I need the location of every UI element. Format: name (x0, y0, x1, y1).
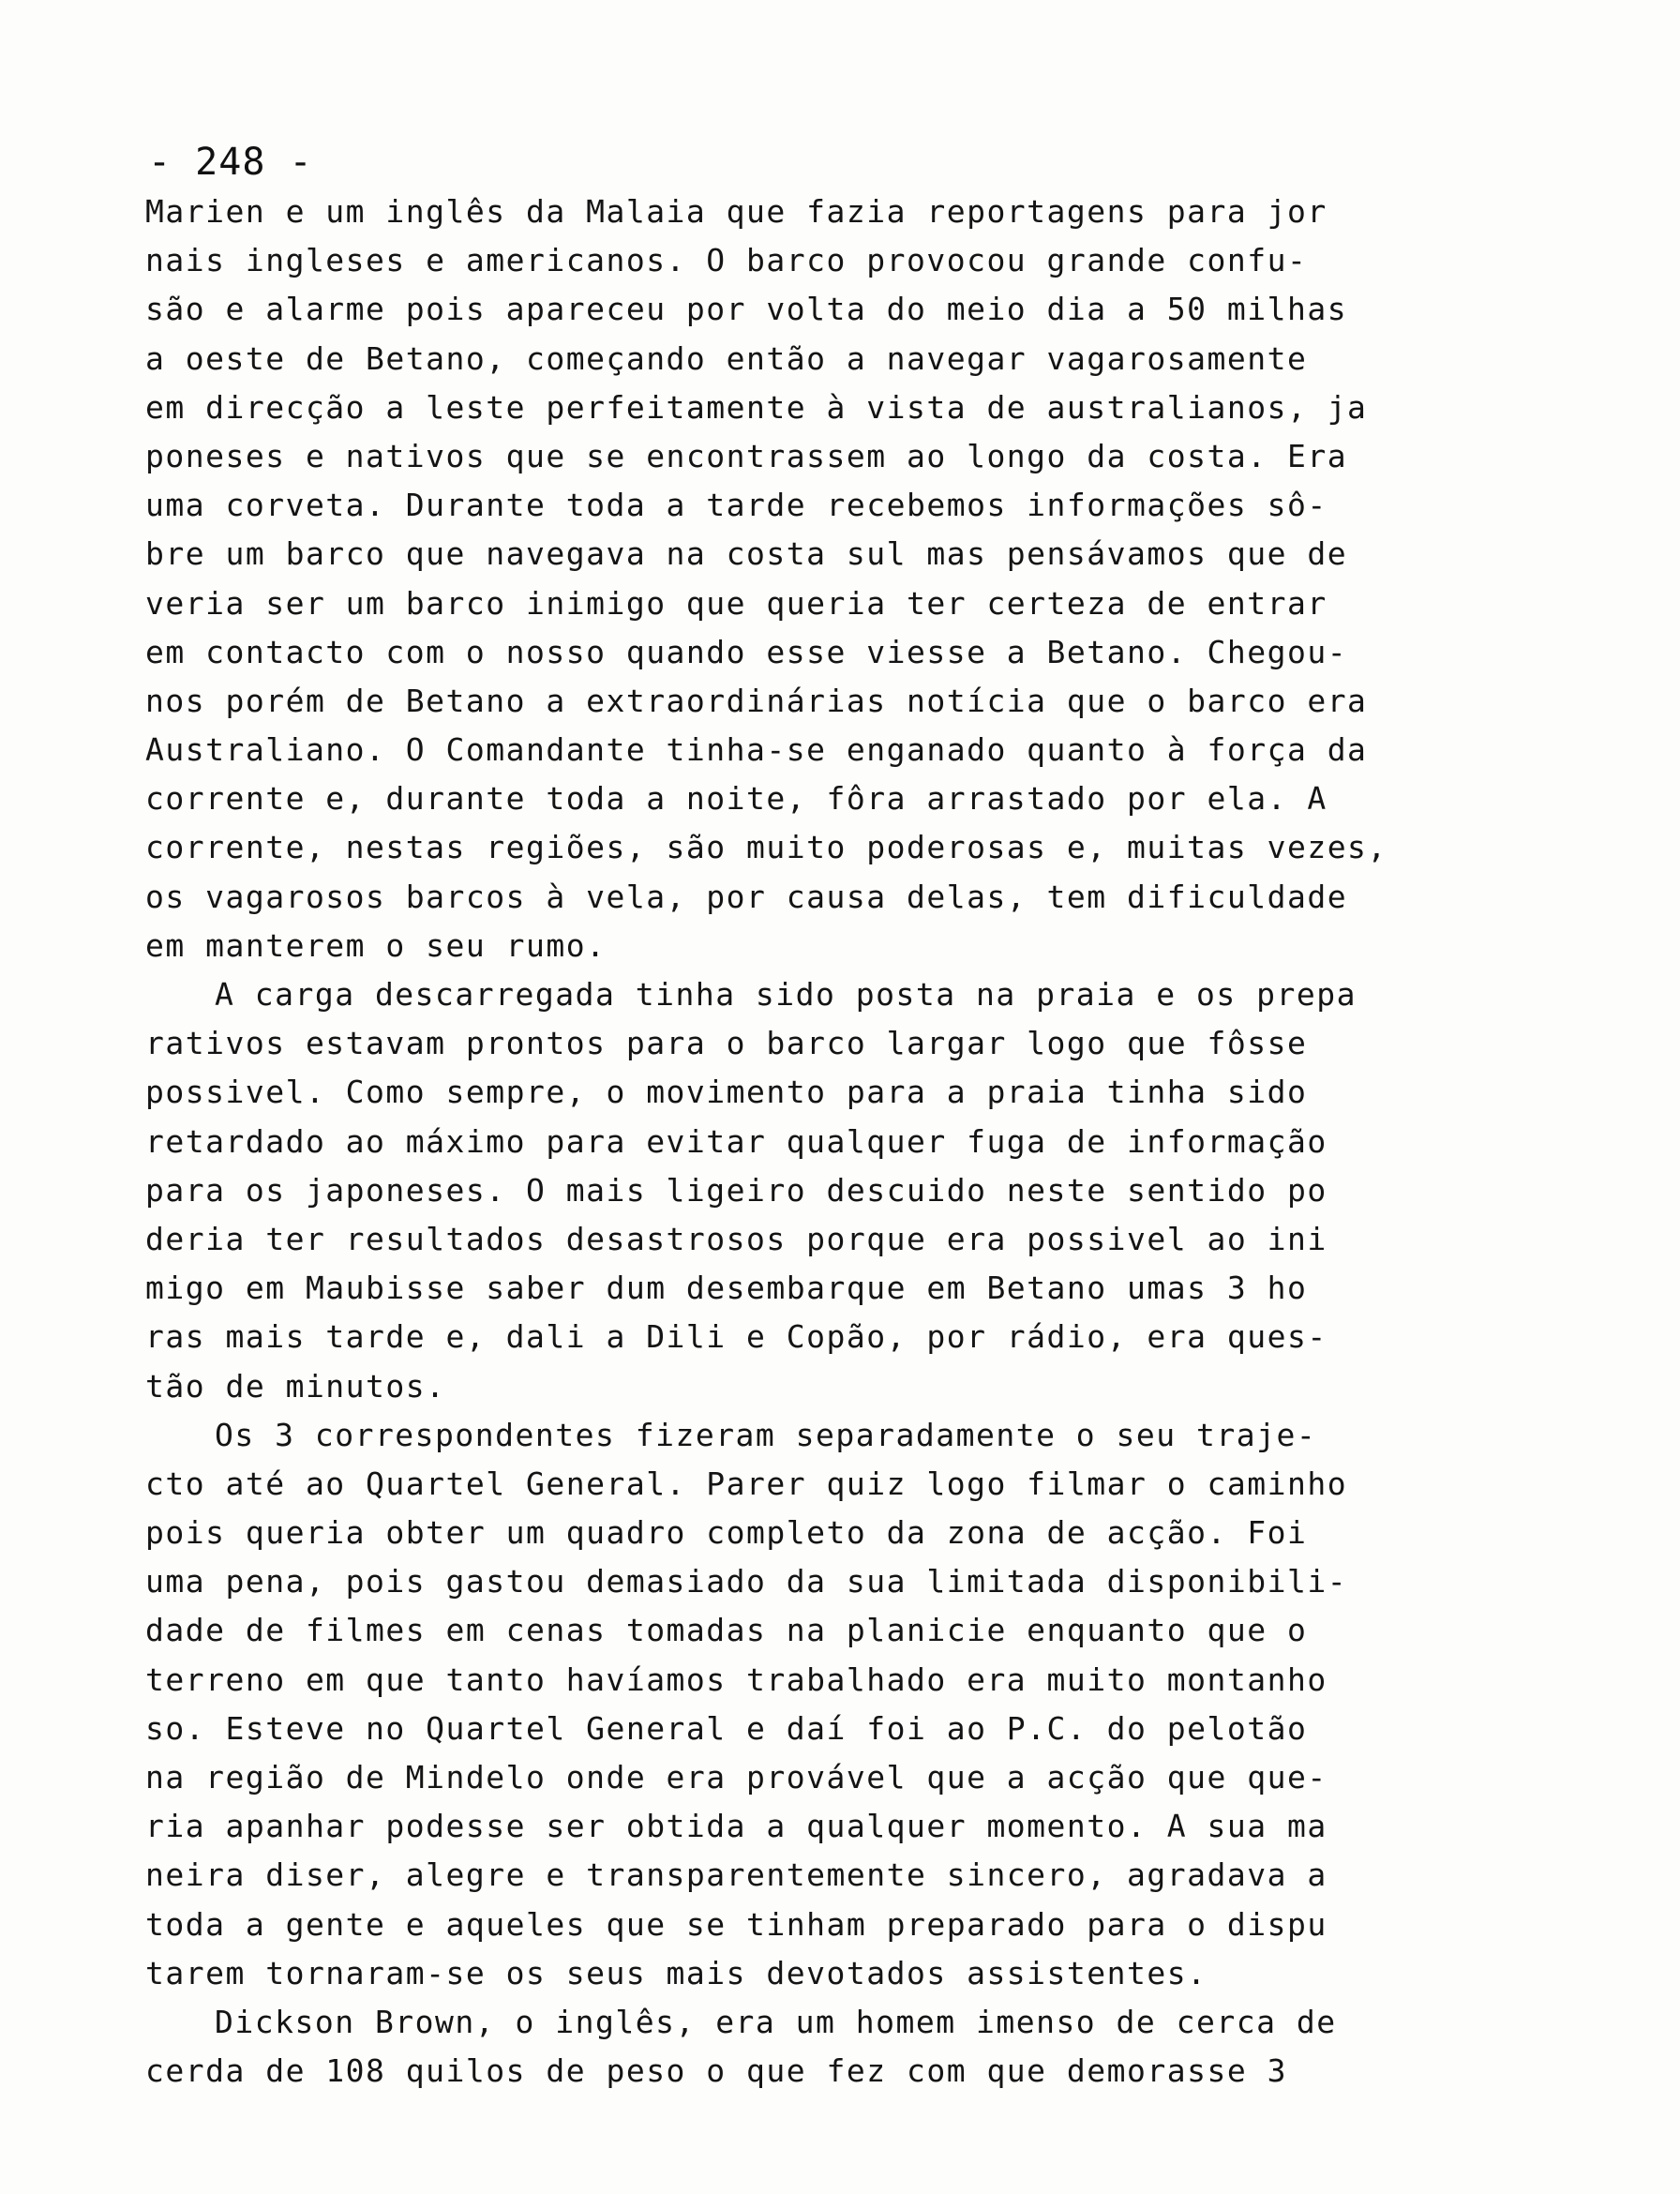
text-line: poneses e nativos que se encontrassem ao longo da costa. Era (145, 437, 1348, 474)
text-line: para os japoneses. O mais ligeiro descuido neste sentido po (145, 1171, 1328, 1209)
text-line: so. Esteve no Quartel General e daí foi ao P.C. do pelotão (145, 1709, 1308, 1747)
paragraph-first-line: Dickson Brown, o inglês, era um homem imenso de cerca de (215, 2003, 1337, 2040)
text-line: terreno em que tanto havíamos trabalhado era muito montanho (145, 1661, 1328, 1698)
text-line: veria ser um barco inimigo que queria ter certeza de entrar (145, 584, 1328, 622)
text-line: pois queria obter um quadro completo da zona de acção. Foi (145, 1514, 1308, 1552)
text-line: corrente e, durante toda a noite, fôra arrastado por ela. A (145, 780, 1328, 818)
text-line: bre um barco que navegava na costa sul mas pensávamos que de (145, 535, 1348, 573)
text-line: uma corveta. Durante toda a tarde recebemos informações sô- (145, 487, 1328, 524)
text-line: possivel. Como sempre, o movimento para a praia tinha sido (145, 1074, 1308, 1111)
paragraph-first-line: Os 3 correspondentes fizeram separadamente o seu traje- (215, 1416, 1317, 1453)
text-line: são e alarme pois apareceu por volta do meio dia a 50 milhas (145, 291, 1348, 328)
text-line: cto até ao Quartel General. Parer quiz logo filmar o caminho (145, 1465, 1348, 1502)
text-line: na região de Mindelo onde era provável que a acção que que- (145, 1759, 1328, 1796)
text-line: corrente, nestas regiões, são muito poderosas e, muitas vezes, (145, 829, 1388, 866)
text-line: deria ter resultados desastrosos porque era possivel ao ini (145, 1220, 1328, 1257)
text-line: retardado ao máximo para evitar qualquer fuga de informação (145, 1122, 1328, 1160)
paragraph-first-line: A carga descarregada tinha sido posta na praia e os prepa (215, 976, 1357, 1013)
text-line: uma pena, pois gastou demasiado da sua limitada disponibili- (145, 1563, 1348, 1600)
text-line: toda a gente e aqueles que se tinham preparado para o dispu (145, 1905, 1328, 1943)
text-line: rativos estavam prontos para o barco largar logo que fôsse (145, 1025, 1308, 1062)
text-line: Australiano. O Comandante tinha-se enganado quanto à força da (145, 731, 1368, 769)
text-line: em manterem o seu rumo. (145, 926, 607, 964)
text-line: Marien e um inglês da Malaia que fazia reportagens para jor (145, 193, 1328, 230)
text-line: a oeste de Betano, começando então a navegar vagarosamente (145, 339, 1308, 377)
text-line: os vagarosos barcos à vela, por causa delas, tem dificuldade (145, 878, 1348, 915)
text-line: ria apanhar podesse ser obtida a qualquer momento. A sua ma (145, 1808, 1328, 1845)
text-line: dade de filmes em cenas tomadas na planicie enquanto que o (145, 1612, 1308, 1649)
text-line: tarem tornaram-se os seus mais devotados assistentes. (145, 1954, 1208, 1991)
text-line: ras mais tarde e, dali a Dili e Copão, por rádio, era ques- (145, 1318, 1328, 1356)
text-line: tão de minutos. (145, 1367, 446, 1405)
text-line: nais ingleses e americanos. O barco provocou grande confu- (145, 242, 1308, 279)
body-text (145, 188, 1570, 2096)
text-line: neira diser, alegre e transparentemente sincero, agradava a (145, 1856, 1328, 1894)
text-line: em contacto com o nosso quando esse viesse a Betano. Chegou- (145, 633, 1348, 670)
page-number: - 248 - (148, 141, 313, 184)
text-line: nos porém de Betano a extraordinárias notícia que o barco era (145, 682, 1368, 719)
text-line: migo em Maubisse saber dum desembarque em Betano umas 3 ho (145, 1270, 1308, 1307)
text-line: cerda de 108 quilos de peso o que fez com que demorasse 3 (145, 2052, 1287, 2090)
text-line: em direcção a leste perfeitamente à vista de australianos, ja (145, 388, 1368, 426)
